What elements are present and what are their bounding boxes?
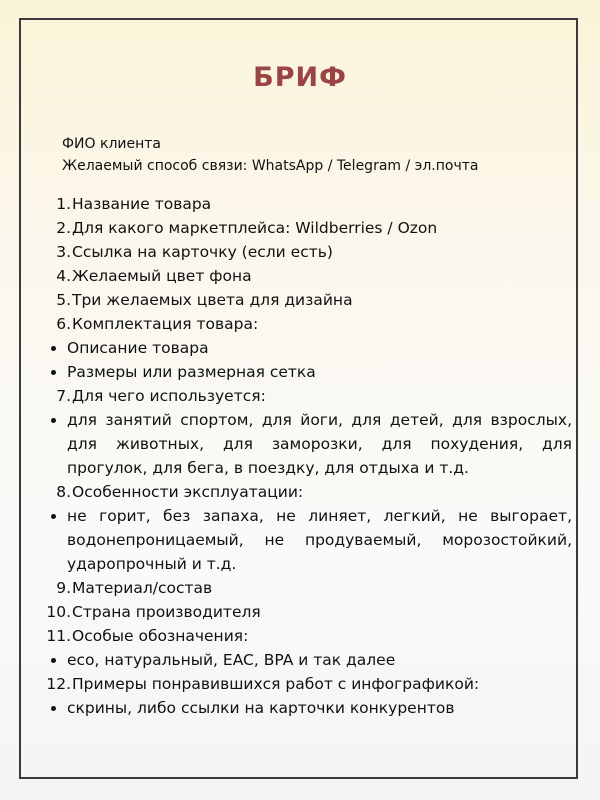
item-number: 1. <box>56 195 71 213</box>
item-text: Особые обозначения: <box>72 627 249 645</box>
item-number: 7. <box>56 387 71 405</box>
item-text: Название товара <box>72 195 212 213</box>
contact-block <box>62 133 552 177</box>
bullet-item <box>45 336 573 360</box>
item-text: Для какого маркетплейса: Wildberries / Ozon <box>72 219 438 237</box>
item-text: Страна производителя <box>72 603 261 621</box>
list-item <box>45 240 573 264</box>
bullet-item <box>45 408 573 480</box>
item-text: Комплектация товара: <box>72 315 259 333</box>
list-item <box>45 192 573 216</box>
bullet-text: для занятий спортом, для йоги, для детей, для взрослых, для животных, для заморозки, для похудения, для прогулок, для бега, в поездку, для отдыха и т.д. <box>67 411 572 477</box>
page-title: БРИФ <box>253 62 347 93</box>
bullet-item <box>45 696 573 720</box>
item-number: 2. <box>56 219 71 237</box>
bullet-text: скрины, либо ссылки на карточки конкурентов <box>67 699 455 717</box>
client-name-line: ФИО клиента <box>62 136 161 152</box>
bullet-dot-icon <box>45 648 67 672</box>
item-number: 4. <box>56 267 71 285</box>
bullet-dot-icon <box>45 408 67 432</box>
item-number: 5. <box>56 291 71 309</box>
list-item <box>45 672 573 696</box>
item-number: 12. <box>46 675 71 693</box>
item-number: 8. <box>56 483 71 501</box>
list-item <box>45 216 573 240</box>
bullet-dot-icon <box>45 336 67 360</box>
list-item <box>45 600 573 624</box>
bullet-dot-icon <box>45 360 67 384</box>
list-item <box>45 312 573 336</box>
list-item <box>45 288 573 312</box>
bullet-text: Описание товара <box>67 339 209 357</box>
bullet-dot-icon <box>45 504 67 528</box>
list-item <box>45 480 573 504</box>
bullet-item <box>45 360 573 384</box>
item-number: 3. <box>56 243 71 261</box>
list-item <box>45 624 573 648</box>
item-text: Желаемый цвет фона <box>72 267 252 285</box>
item-text: Для чего используется: <box>72 387 266 405</box>
item-text: Примеры понравившихся работ с инфографикой: <box>72 675 480 693</box>
item-text: Три желаемых цвета для дизайна <box>72 291 353 309</box>
bullet-text: eco, натуральный, EAC, BPA и так далее <box>67 651 396 669</box>
item-text: Ссылка на карточку (если есть) <box>72 243 333 261</box>
bullet-text: не горит, без запаха, не линяет, легкий, не выгорает, водонепроницаемый, не продуваемый, морозостойкий, ударопрочный и т.д. <box>67 507 572 573</box>
item-number: 11. <box>46 627 71 645</box>
bullet-item <box>45 648 573 672</box>
item-number: 10. <box>46 603 71 621</box>
bullet-item <box>45 504 573 576</box>
brief-list <box>45 192 573 720</box>
item-number: 9. <box>56 579 71 597</box>
bullet-text: Размеры или размерная сетка <box>67 363 316 381</box>
bullet-dot-icon <box>45 696 67 720</box>
contact-channel-line: Желаемый способ связи: WhatsApp / Telegram / эл.почта <box>62 158 479 174</box>
item-number: 6. <box>56 315 71 333</box>
list-item <box>45 384 573 408</box>
list-item <box>45 576 573 600</box>
item-text: Материал/состав <box>72 579 213 597</box>
item-text: Особенности эксплуатации: <box>72 483 304 501</box>
list-item <box>45 264 573 288</box>
